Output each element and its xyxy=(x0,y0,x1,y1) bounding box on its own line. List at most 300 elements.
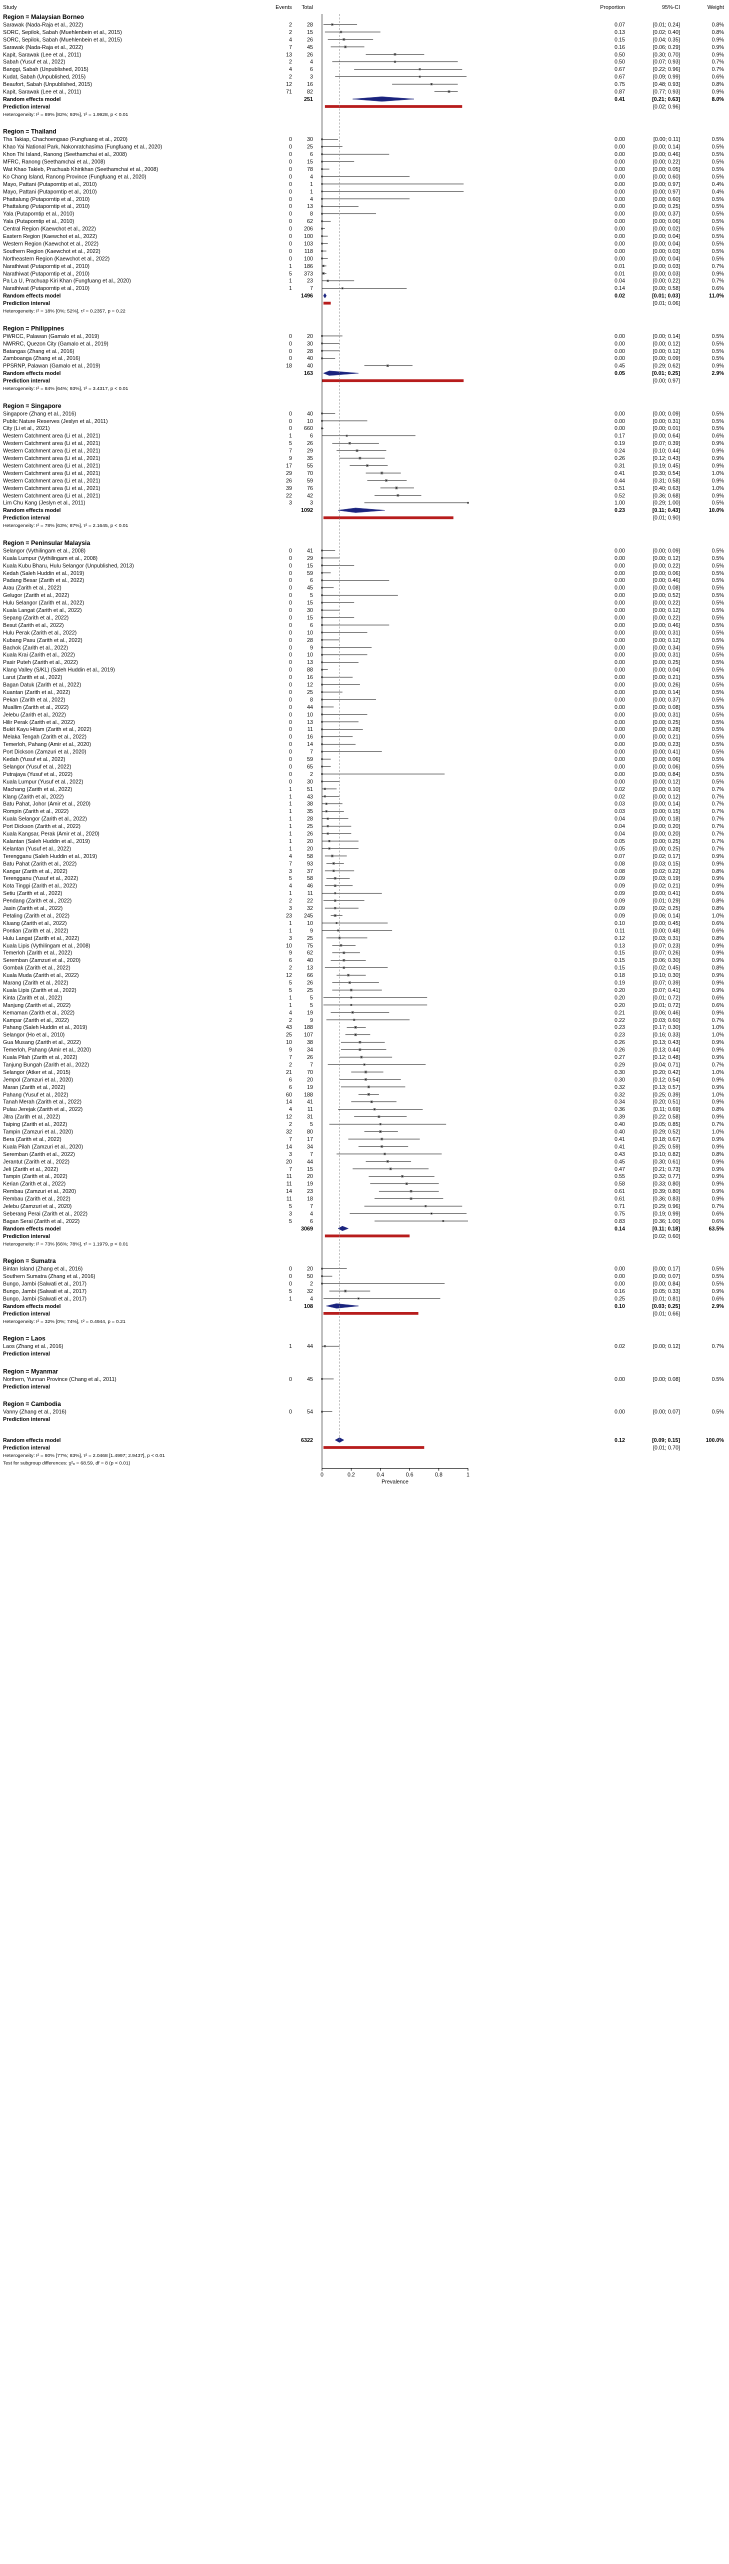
study-proportion: 0.03 xyxy=(614,809,625,816)
study-total: 51 xyxy=(307,786,313,793)
study-proportion: 0.67 xyxy=(614,67,625,74)
study-label: Vanny (Zhang et al., 2016) xyxy=(3,1409,67,1416)
study-weight: 0.5% xyxy=(711,211,724,218)
study-label: Rompin (Zarith et al., 2022) xyxy=(3,809,69,816)
study-events: 4 xyxy=(289,883,292,890)
study-label: Kuala Lumpur (Yusuf et al., 2022) xyxy=(3,779,84,786)
study-weight: 0.6% xyxy=(711,286,724,293)
study-total: 59 xyxy=(307,757,313,764)
study-ci: [0.00; 0.04] xyxy=(653,256,680,263)
study-label: Pa La U, Prachuap Kiri Khan (Fungfuang et al., 2020) xyxy=(3,278,131,285)
study-proportion: 0.00 xyxy=(614,152,625,159)
study-events: 0 xyxy=(289,689,292,696)
group-header: Region = Peninsular Malaysia xyxy=(3,539,91,547)
study-total: 26 xyxy=(307,37,313,44)
study-weight: 0.9% xyxy=(711,1084,724,1091)
study-point xyxy=(364,1064,365,1065)
study-weight: 0.9% xyxy=(711,861,724,868)
study-events: 12 xyxy=(286,973,292,980)
x-tick-label: 0.8 xyxy=(435,1472,443,1479)
study-ci: [0.00; 0.22] xyxy=(653,278,680,285)
study-proportion: 0.00 xyxy=(614,622,625,629)
study-total: 82 xyxy=(307,89,313,96)
study-total: 58 xyxy=(307,876,313,883)
study-weight: 0.9% xyxy=(711,1047,724,1054)
study-ci: [0.00; 0.31] xyxy=(653,712,680,719)
study-label: Jerantut (Zarith et al., 2022) xyxy=(3,1159,70,1166)
study-label: Northern, Yunnan Province (Chang et al., 2011) xyxy=(3,1376,117,1383)
study-ci: [0.39; 0.80] xyxy=(653,1189,680,1196)
study-label: Kerian (Zarith et al., 2022) xyxy=(3,1181,66,1188)
study-proportion: 0.00 xyxy=(614,585,625,592)
study-proportion: 0.00 xyxy=(614,578,625,585)
random-effects-label: Random effects model xyxy=(3,293,61,300)
study-total: 59 xyxy=(307,478,313,485)
study-total: 13 xyxy=(307,660,313,667)
study-weight: 0.7% xyxy=(711,838,724,845)
study-ci: [0.10; 0.44] xyxy=(653,448,680,455)
study-ci: [0.00; 0.07] xyxy=(653,1409,680,1416)
study-total: 44 xyxy=(307,1159,313,1166)
study-point xyxy=(327,826,328,827)
heterogeneity: Heterogeneity: I² = 89% [82%; 93%], τ² = 1.9928, p < 0.01 xyxy=(3,112,129,118)
study-total: 28 xyxy=(307,816,313,823)
study-proportion: 0.26 xyxy=(614,1047,625,1054)
study-ci: [0.00; 0.02] xyxy=(653,226,680,233)
study-label: Western Catchment area (Li et al., 2021) xyxy=(3,433,101,440)
study-total: 7 xyxy=(310,1204,313,1211)
study-proportion: 0.00 xyxy=(614,704,625,711)
study-point xyxy=(380,1131,381,1132)
study-events: 25 xyxy=(286,1032,292,1039)
study-total: 100 xyxy=(304,256,313,263)
study-total: 30 xyxy=(307,608,313,615)
study-label: Kubang Pasu (Zarith et al., 2022) xyxy=(3,637,83,644)
study-ci: [0.05; 0.85] xyxy=(653,1122,680,1129)
study-label: Western Catchment area (Li et al., 2021) xyxy=(3,478,101,485)
study-weight: 0.7% xyxy=(711,1062,724,1069)
study-point xyxy=(335,908,336,909)
study-proportion: 0.00 xyxy=(614,241,625,248)
study-events: 0 xyxy=(289,1376,292,1383)
study-weight: 0.6% xyxy=(711,920,724,927)
study-weight: 0.9% xyxy=(711,1099,724,1106)
study-total: 4 xyxy=(310,174,313,181)
study-ci: [0.11; 0.69] xyxy=(653,1107,680,1114)
study-total: 7 xyxy=(310,1062,313,1069)
study-label: Batangas (Zhang et al., 2016) xyxy=(3,348,75,355)
study-label: Hulu Langat (Zarith et al., 2022) xyxy=(3,935,80,942)
study-ci: [0.01; 0.72] xyxy=(653,995,680,1002)
group-header: Region = Cambodia xyxy=(3,1401,61,1409)
study-ci: [0.00; 0.37] xyxy=(653,211,680,218)
study-proportion: 0.29 xyxy=(614,1062,625,1069)
study-events: 3 xyxy=(289,935,292,942)
study-label: Singapore (Zhang et al., 2016) xyxy=(3,411,77,418)
study-point xyxy=(333,870,334,871)
study-ci: [0.04; 0.71] xyxy=(653,1062,680,1069)
study-label: Kuala Selangor (Zarith et al., 2022) xyxy=(3,816,87,823)
study-proportion: 0.00 xyxy=(614,1266,625,1273)
study-total: 28 xyxy=(307,22,313,29)
study-weight: 0.7% xyxy=(711,801,724,808)
study-label: Narathiwat (Putaporntip et al., 2010) xyxy=(3,271,90,278)
prediction-bar xyxy=(325,1235,410,1238)
study-events: 0 xyxy=(289,757,292,764)
study-label: Pekan (Zarith et al., 2022) xyxy=(3,697,66,704)
study-events: 23 xyxy=(286,913,292,920)
study-weight: 1.0% xyxy=(711,1032,724,1039)
study-proportion: 0.00 xyxy=(614,637,625,644)
study-ci: [0.06; 0.29] xyxy=(653,44,680,51)
study-events: 0 xyxy=(289,204,292,211)
study-total: 44 xyxy=(307,1344,313,1351)
study-proportion: 0.31 xyxy=(614,463,625,470)
study-ci: [0.16; 0.33] xyxy=(653,1032,680,1039)
prediction-interval-label: Prediction interval xyxy=(3,378,51,385)
study-ci: [0.07; 0.39] xyxy=(653,980,680,987)
study-ci: [0.00; 0.08] xyxy=(653,585,680,592)
study-weight: 0.9% xyxy=(711,1114,724,1121)
study-total: 373 xyxy=(304,271,313,278)
study-label: Pontian (Zarith et al., 2022) xyxy=(3,928,69,935)
study-point xyxy=(346,435,347,436)
study-events: 7 xyxy=(289,1166,292,1173)
study-proportion: 0.00 xyxy=(614,742,625,749)
study-total: 29 xyxy=(307,555,313,562)
study-ci: [0.00; 0.25] xyxy=(653,846,680,853)
study-total: 4 xyxy=(310,1296,313,1303)
study-label: Tampin (Zarith et al., 2022) xyxy=(3,1174,68,1181)
study-label: Tanah Merah (Zarith et al., 2022) xyxy=(3,1099,82,1106)
study-ci: [0.00; 0.15] xyxy=(653,809,680,816)
study-ci: [0.05; 0.33] xyxy=(653,1288,680,1295)
study-weight: 0.5% xyxy=(711,426,724,433)
study-weight: 0.9% xyxy=(711,1040,724,1047)
study-point xyxy=(448,91,449,92)
study-total: 6 xyxy=(310,622,313,629)
study-events: 2 xyxy=(289,1062,292,1069)
study-total: 42 xyxy=(307,493,313,500)
study-point xyxy=(443,1220,444,1221)
study-weight: 0.7% xyxy=(711,794,724,801)
study-events: 0 xyxy=(289,226,292,233)
study-events: 22 xyxy=(286,493,292,500)
study-proportion: 0.40 xyxy=(614,1129,625,1136)
study-weight: 0.5% xyxy=(711,727,724,734)
study-point xyxy=(419,76,420,77)
study-point xyxy=(381,472,382,473)
study-proportion: 0.19 xyxy=(614,980,625,987)
prediction-interval-ci: [0.02; 0.60] xyxy=(653,1233,680,1240)
study-proportion: 0.09 xyxy=(614,883,625,890)
study-label: Western Region (Kaewchot et al., 2022) xyxy=(3,241,99,248)
study-events: 0 xyxy=(289,667,292,674)
study-label: Terengganu (Saleh Huddin et al., 2019) xyxy=(3,853,98,860)
study-label: Port Dickson (Zarith et al., 2022) xyxy=(3,824,81,831)
study-total: 10 xyxy=(307,712,313,719)
study-label: Taiping (Zarith et al., 2022) xyxy=(3,1122,68,1129)
study-ci: [0.33; 0.80] xyxy=(653,1181,680,1188)
study-point xyxy=(361,1057,362,1058)
study-ci: [0.13; 0.44] xyxy=(653,1047,680,1054)
study-weight: 0.7% xyxy=(711,816,724,823)
study-total: 9 xyxy=(310,645,313,652)
study-events: 5 xyxy=(289,980,292,987)
study-weight: 0.9% xyxy=(711,1077,724,1084)
study-events: 0 xyxy=(289,1266,292,1273)
study-events: 3 xyxy=(289,1211,292,1218)
study-events: 0 xyxy=(289,712,292,719)
subgroup-test: Test for subgroup differences: χ²₈ = 68.59, df = 8 (p < 0.01) xyxy=(3,1461,131,1467)
study-ci: [0.00; 0.60] xyxy=(653,196,680,203)
study-proportion: 0.00 xyxy=(614,712,625,719)
study-proportion: 0.67 xyxy=(614,74,625,81)
overall-random-effects-ci: [0.09; 0.15] xyxy=(652,1437,680,1444)
study-label: Kelantan (Yusuf et al., 2022) xyxy=(3,846,72,853)
study-ci: [0.00; 0.23] xyxy=(653,742,680,749)
study-total: 17 xyxy=(307,1136,313,1143)
study-label: Besut (Zarith et al., 2022) xyxy=(3,622,64,629)
study-total: 3 xyxy=(310,500,313,507)
study-weight: 1.0% xyxy=(711,1069,724,1076)
study-events: 0 xyxy=(289,174,292,181)
random-effects-total: 1496 xyxy=(301,293,313,300)
random-effects-weight: 63.5% xyxy=(708,1226,724,1233)
study-ci: [0.12; 0.48] xyxy=(653,1055,680,1062)
study-weight: 0.6% xyxy=(711,74,724,81)
study-weight: 0.5% xyxy=(711,341,724,348)
study-events: 0 xyxy=(289,411,292,418)
study-label: Kuala Langat (Zarith et al., 2022) xyxy=(3,608,82,615)
study-ci: [0.00; 0.48] xyxy=(653,928,680,935)
study-weight: 0.5% xyxy=(711,234,724,241)
study-total: 2 xyxy=(310,771,313,778)
study-total: 11 xyxy=(307,727,313,734)
study-label: Selangor (Yusuf et al., 2022) xyxy=(3,764,72,771)
study-label: Selangor (Atker et al., 2015) xyxy=(3,1069,71,1076)
random-effects-weight: 10.0% xyxy=(708,508,724,515)
study-total: 7 xyxy=(310,1151,313,1158)
study-total: 26 xyxy=(307,1055,313,1062)
study-total: 45 xyxy=(307,585,313,592)
study-weight: 0.5% xyxy=(711,660,724,667)
study-events: 2 xyxy=(289,898,292,905)
study-label: Mayo, Pattani (Putaporntip et al., 2010) xyxy=(3,181,97,188)
study-proportion: 0.19 xyxy=(614,441,625,448)
study-label: Temerloh, Pahang (Amir et al., 2020) xyxy=(3,1047,92,1054)
study-events: 1 xyxy=(289,278,292,285)
study-total: 41 xyxy=(307,1099,313,1106)
study-label: Kuala Kangsar, Perak (Amir et al., 2020) xyxy=(3,831,100,838)
study-proportion: 0.00 xyxy=(614,779,625,786)
study-events: 3 xyxy=(289,868,292,875)
study-events: 2 xyxy=(289,1017,292,1024)
header-events: Events xyxy=(275,5,292,11)
study-events: 4 xyxy=(289,67,292,74)
study-proportion: 0.00 xyxy=(614,675,625,682)
study-proportion: 0.05 xyxy=(614,838,625,845)
study-events: 0 xyxy=(289,333,292,340)
study-weight: 0.6% xyxy=(711,1211,724,1218)
x-tick-label: 0.4 xyxy=(376,1472,385,1479)
study-label: Yala (Putaporntip et al., 2010) xyxy=(3,211,75,218)
x-tick-label: 1 xyxy=(466,1472,470,1479)
study-weight: 0.9% xyxy=(711,441,724,448)
study-point xyxy=(355,1027,356,1028)
study-total: 46 xyxy=(307,883,313,890)
study-ci: [0.00; 0.06] xyxy=(653,570,680,577)
study-total: 118 xyxy=(304,248,313,255)
study-label: Northeastern Region (Kaewchot et al., 2022) xyxy=(3,256,110,263)
study-total: 4 xyxy=(310,1211,313,1218)
study-label: Narathiwat (Putaporntip et al., 2010) xyxy=(3,286,90,293)
study-label: Kuala Muda (Zarith et al., 2022) xyxy=(3,973,79,980)
study-ci: [0.00; 0.12] xyxy=(653,555,680,562)
study-ci: [0.03; 0.31] xyxy=(653,935,680,942)
study-events: 0 xyxy=(289,137,292,144)
study-label: Khon Thi Island, Ranong (Seethamchai et al., 2008) xyxy=(3,152,127,159)
study-proportion: 0.39 xyxy=(614,1114,625,1121)
study-events: 32 xyxy=(286,1129,292,1136)
heterogeneity: Heterogeneity: I² = 84% [64%; 93%], τ² = 3.4317, p < 0.01 xyxy=(3,387,129,393)
study-events: 0 xyxy=(289,734,292,741)
study-proportion: 0.00 xyxy=(614,144,625,151)
study-events: 5 xyxy=(289,441,292,448)
study-weight: 0.5% xyxy=(711,637,724,644)
study-weight: 0.5% xyxy=(711,742,724,749)
study-weight: 0.9% xyxy=(711,363,724,370)
study-weight: 0.5% xyxy=(711,675,724,682)
study-point xyxy=(396,487,397,488)
study-label: Bungo, Jambi (Salwati et al., 2017) xyxy=(3,1288,87,1295)
study-proportion: 0.00 xyxy=(614,570,625,577)
study-proportion: 0.00 xyxy=(614,1376,625,1383)
study-ci: [0.00; 0.12] xyxy=(653,341,680,348)
study-label: Terengganu (Yusuf et al., 2022) xyxy=(3,876,79,883)
study-weight: 0.5% xyxy=(711,689,724,696)
study-total: 16 xyxy=(307,734,313,741)
study-label: Phattalung (Putaporntip et al., 2010) xyxy=(3,204,90,211)
study-point xyxy=(378,1116,379,1117)
study-proportion: 0.00 xyxy=(614,1409,625,1416)
summary-diamond xyxy=(338,508,385,513)
study-label: SORC, Sepilok, Sabah (Muehlenbein et al., 2015) xyxy=(3,37,122,44)
study-total: 10 xyxy=(307,652,313,659)
study-ci: [0.29; 0.96] xyxy=(653,1204,680,1211)
study-weight: 0.5% xyxy=(711,1266,724,1273)
study-point xyxy=(342,288,343,289)
study-label: SORC, Sepilok, Sabah (Muehlenbein et al., 2015) xyxy=(3,29,122,36)
study-label: Kapit, Sarawak (Lee et al., 2011) xyxy=(3,52,82,59)
study-proportion: 0.30 xyxy=(614,1069,625,1076)
study-label: Ko Chang Island, Ranong Province (Fungfuang et al., 2020) xyxy=(3,174,147,181)
study-label: Jitra (Zarith et al., 2022) xyxy=(3,1114,61,1121)
study-proportion: 0.11 xyxy=(614,928,625,935)
study-total: 80 xyxy=(307,1129,313,1136)
study-weight: 0.9% xyxy=(711,44,724,51)
study-point xyxy=(332,855,333,856)
study-events: 5 xyxy=(289,1204,292,1211)
study-ci: [0.02; 0.21] xyxy=(653,883,680,890)
study-total: 15 xyxy=(307,600,313,607)
study-point xyxy=(335,900,336,901)
study-label: Petaling (Zarith et al., 2022) xyxy=(3,913,70,920)
study-events: 0 xyxy=(289,585,292,592)
study-ci: [0.12; 0.54] xyxy=(653,1077,680,1084)
study-total: 10 xyxy=(307,630,313,637)
study-point xyxy=(343,960,344,961)
study-point xyxy=(356,450,357,451)
study-label: Tha Takiap, Chachoengsao (Fungfuang et al., 2020) xyxy=(3,137,128,144)
random-effects-total: 3069 xyxy=(301,1226,313,1233)
study-events: 0 xyxy=(289,593,292,600)
study-proportion: 0.00 xyxy=(614,689,625,696)
study-point xyxy=(335,878,336,879)
study-events: 7 xyxy=(289,448,292,455)
study-weight: 0.5% xyxy=(711,500,724,507)
study-total: 32 xyxy=(307,1288,313,1295)
study-events: 9 xyxy=(289,950,292,957)
study-ci: [0.00; 0.12] xyxy=(653,348,680,355)
study-point xyxy=(359,1042,360,1043)
heterogeneity: Heterogeneity: I² = 18% [0%; 52%], τ² = 0.2357, p = 0.22 xyxy=(3,309,126,315)
study-weight: 0.9% xyxy=(711,1189,724,1196)
study-total: 15 xyxy=(307,159,313,166)
group-header: Region = Malaysian Borneo xyxy=(3,14,84,21)
study-proportion: 0.26 xyxy=(614,456,625,463)
study-proportion: 0.03 xyxy=(614,801,625,808)
study-label: Batu Pahat, Johor (Amir et al., 2020) xyxy=(3,801,91,808)
overall-random-effects-label: Random effects model xyxy=(3,1437,61,1444)
study-label: Selangor (Vythilingam et al., 2008) xyxy=(3,548,86,555)
study-total: 5 xyxy=(310,1122,313,1129)
overall-prediction-bar xyxy=(323,1446,424,1449)
study-point xyxy=(338,930,339,931)
study-events: 0 xyxy=(289,219,292,226)
study-point xyxy=(368,1086,369,1087)
study-weight: 0.5% xyxy=(711,667,724,674)
study-label: Padang Besar (Zarith et al., 2022) xyxy=(3,578,85,585)
study-total: 38 xyxy=(307,1040,313,1047)
study-ci: [0.36; 0.83] xyxy=(653,1196,680,1203)
study-point xyxy=(374,1109,375,1110)
study-ci: [0.04; 0.35] xyxy=(653,37,680,44)
study-total: 7 xyxy=(310,286,313,293)
study-total: 6 xyxy=(310,67,313,74)
study-proportion: 0.00 xyxy=(614,181,625,188)
prediction-interval-ci: [0.01; 0.06] xyxy=(653,301,680,308)
study-ci: [0.00; 0.58] xyxy=(653,286,680,293)
study-point xyxy=(345,1291,346,1292)
study-events: 6 xyxy=(289,1077,292,1084)
study-total: 2 xyxy=(310,1281,313,1288)
study-total: 107 xyxy=(304,1032,313,1039)
study-events: 17 xyxy=(286,463,292,470)
study-weight: 0.5% xyxy=(711,418,724,425)
study-proportion: 0.00 xyxy=(614,548,625,555)
study-proportion: 0.00 xyxy=(614,600,625,607)
study-events: 12 xyxy=(286,1114,292,1121)
study-proportion: 0.08 xyxy=(614,861,625,868)
study-label: Western Catchment area (Li et al., 2021) xyxy=(3,441,101,448)
study-total: 76 xyxy=(307,485,313,492)
study-weight: 0.5% xyxy=(711,555,724,562)
random-effects-ci: [0.11; 0.18] xyxy=(652,1226,680,1233)
study-ci: [0.00; 0.04] xyxy=(653,667,680,674)
study-total: 20 xyxy=(307,1077,313,1084)
study-proportion: 0.12 xyxy=(614,935,625,942)
